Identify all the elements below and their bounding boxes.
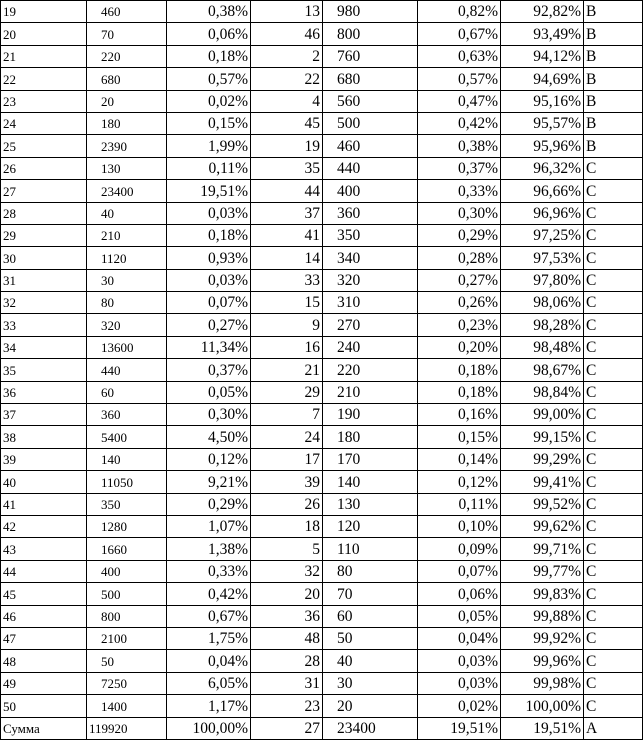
row-number-cell: 48 [1,650,87,672]
abc-group-cell: B [584,45,643,67]
sorted-share-cell: 0,30% [418,202,501,224]
abc-group-cell: C [584,202,643,224]
sorted-share-cell: 0,47% [418,90,501,112]
sorted-value-cell: 460 [323,135,418,157]
sorted-value-cell: 560 [323,90,418,112]
rank-cell: 46 [251,23,323,45]
sorted-share-cell: 0,57% [418,68,501,90]
table-row [1,471,643,493]
sorted-value-cell: 680 [323,68,418,90]
abc-group-cell: B [584,68,643,90]
table-row [1,359,643,381]
sorted-value-cell: 980 [323,1,418,23]
abc-group-cell: B [584,23,643,45]
cumulative-share-cell: 97,25% [501,224,584,246]
rank-cell: 31 [251,672,323,694]
table-row [1,515,643,537]
sorted-value-cell: 350 [323,224,418,246]
sorted-value-cell: 220 [323,359,418,381]
sorted-value-cell: 110 [323,538,418,560]
value-cell: 30 [87,269,167,291]
rank-cell: 18 [251,515,323,537]
row-number-cell: 42 [1,515,87,537]
share-percent-cell: 1,75% [167,627,251,649]
abc-group-cell: C [584,247,643,269]
sorted-value-cell: 190 [323,404,418,426]
sorted-share-cell: 0,27% [418,269,501,291]
abc-group-cell: C [584,695,643,717]
value-cell: 13600 [87,336,167,358]
row-number-cell: 43 [1,538,87,560]
abc-group-cell: C [584,381,643,403]
row-number-cell: 38 [1,426,87,448]
row-number-cell: 27 [1,180,87,202]
value-cell: 20 [87,90,167,112]
rank-cell: 33 [251,269,323,291]
sorted-share-cell: 0,15% [418,426,501,448]
sorted-value-cell: 210 [323,381,418,403]
cumulative-share-cell: 95,96% [501,135,584,157]
share-percent-cell: 4,50% [167,426,251,448]
row-number-cell: 25 [1,135,87,157]
abc-group-cell: C [584,404,643,426]
rank-cell: 4 [251,90,323,112]
cumulative-share-cell: 95,16% [501,90,584,112]
row-number-cell: 49 [1,672,87,694]
rank-cell: 27 [251,717,323,739]
table-row [1,493,643,515]
rank-cell: 13 [251,1,323,23]
cumulative-share-cell: 99,98% [501,672,584,694]
sorted-share-cell: 0,23% [418,314,501,336]
row-number-cell: 32 [1,292,87,314]
row-number-cell: Сумма [1,717,87,739]
cumulative-share-cell: 98,06% [501,292,584,314]
value-cell: 2390 [87,135,167,157]
abc-group-cell: C [584,627,643,649]
row-number-cell: 19 [1,1,87,23]
sorted-value-cell: 400 [323,180,418,202]
sorted-share-cell: 0,67% [418,23,501,45]
table-row [1,157,643,179]
share-percent-cell: 0,29% [167,493,251,515]
table-row [1,672,643,694]
share-percent-cell: 0,57% [167,68,251,90]
sorted-share-cell: 0,33% [418,180,501,202]
share-percent-cell: 9,21% [167,471,251,493]
table-row [1,314,643,336]
table-row [1,583,643,605]
sorted-share-cell: 0,18% [418,381,501,403]
share-percent-cell: 0,11% [167,157,251,179]
value-cell: 23400 [87,180,167,202]
abc-group-cell: C [584,180,643,202]
table-row [1,269,643,291]
cumulative-share-cell: 99,88% [501,605,584,627]
rank-cell: 35 [251,157,323,179]
share-percent-cell: 100,00% [167,717,251,739]
row-number-cell: 33 [1,314,87,336]
cumulative-share-cell: 97,80% [501,269,584,291]
table-row [1,448,643,470]
abc-group-cell: C [584,583,643,605]
cumulative-share-cell: 96,96% [501,202,584,224]
row-number-cell: 34 [1,336,87,358]
value-cell: 460 [87,1,167,23]
sorted-share-cell: 0,16% [418,404,501,426]
rank-cell: 22 [251,68,323,90]
abc-group-cell: B [584,112,643,134]
cumulative-share-cell: 98,67% [501,359,584,381]
value-cell: 50 [87,650,167,672]
share-percent-cell: 0,06% [167,23,251,45]
share-percent-cell: 6,05% [167,672,251,694]
row-number-cell: 41 [1,493,87,515]
sorted-value-cell: 130 [323,493,418,515]
row-number-cell: 47 [1,627,87,649]
value-cell: 440 [87,359,167,381]
table-row [1,538,643,560]
cumulative-share-cell: 92,82% [501,1,584,23]
rank-cell: 15 [251,292,323,314]
cumulative-share-cell: 99,71% [501,538,584,560]
abc-group-cell: C [584,359,643,381]
table-row [1,605,643,627]
value-cell: 60 [87,381,167,403]
abc-group-cell: C [584,448,643,470]
row-number-cell: 36 [1,381,87,403]
value-cell: 180 [87,112,167,134]
sorted-share-cell: 0,10% [418,515,501,537]
sorted-share-cell: 0,05% [418,605,501,627]
table-row [1,560,643,582]
abc-group-cell: A [584,717,643,739]
sorted-value-cell: 20 [323,695,418,717]
table-row [1,426,643,448]
table-row [1,180,643,202]
share-percent-cell: 0,27% [167,314,251,336]
rank-cell: 26 [251,493,323,515]
value-cell: 130 [87,157,167,179]
sorted-value-cell: 120 [323,515,418,537]
table-row [1,23,643,45]
rank-cell: 39 [251,471,323,493]
table-row [1,381,643,403]
value-cell: 5400 [87,426,167,448]
value-cell: 400 [87,560,167,582]
table-row [1,135,643,157]
table-row [1,650,643,672]
sorted-value-cell: 760 [323,45,418,67]
rank-cell: 7 [251,404,323,426]
row-number-cell: 35 [1,359,87,381]
row-number-cell: 20 [1,23,87,45]
rank-cell: 21 [251,359,323,381]
table-row [1,247,643,269]
value-cell: 80 [87,292,167,314]
row-number-cell: 26 [1,157,87,179]
share-percent-cell: 0,04% [167,650,251,672]
value-cell: 800 [87,605,167,627]
cumulative-share-cell: 96,32% [501,157,584,179]
rank-cell: 32 [251,560,323,582]
row-number-cell: 46 [1,605,87,627]
cumulative-share-cell: 99,52% [501,493,584,515]
share-percent-cell: 1,17% [167,695,251,717]
abc-group-cell: C [584,560,643,582]
abc-group-cell: B [584,1,643,23]
value-cell: 2100 [87,627,167,649]
share-percent-cell: 0,67% [167,605,251,627]
sorted-value-cell: 310 [323,292,418,314]
share-percent-cell: 0,18% [167,224,251,246]
row-number-cell: 24 [1,112,87,134]
row-number-cell: 30 [1,247,87,269]
share-percent-cell: 0,12% [167,448,251,470]
cumulative-share-cell: 99,77% [501,560,584,582]
abc-group-cell: C [584,336,643,358]
share-percent-cell: 0,30% [167,404,251,426]
cumulative-share-cell: 98,84% [501,381,584,403]
share-percent-cell: 0,05% [167,381,251,403]
cumulative-share-cell: 99,41% [501,471,584,493]
cumulative-share-cell: 99,15% [501,426,584,448]
cumulative-share-cell: 19,51% [501,717,584,739]
sorted-value-cell: 270 [323,314,418,336]
abc-group-cell: B [584,90,643,112]
rank-cell: 2 [251,45,323,67]
sorted-share-cell: 0,37% [418,157,501,179]
cumulative-share-cell: 94,69% [501,68,584,90]
rank-cell: 9 [251,314,323,336]
cumulative-share-cell: 99,62% [501,515,584,537]
rank-cell: 19 [251,135,323,157]
rank-cell: 16 [251,336,323,358]
rank-cell: 44 [251,180,323,202]
cumulative-share-cell: 99,29% [501,448,584,470]
value-cell: 1280 [87,515,167,537]
row-number-cell: 21 [1,45,87,67]
share-percent-cell: 0,37% [167,359,251,381]
share-percent-cell: 0,02% [167,90,251,112]
sorted-share-cell: 0,03% [418,650,501,672]
sorted-share-cell: 0,12% [418,471,501,493]
value-cell: 40 [87,202,167,224]
cumulative-share-cell: 99,92% [501,627,584,649]
abc-group-cell: C [584,515,643,537]
sorted-share-cell: 0,06% [418,583,501,605]
sorted-value-cell: 23400 [323,717,418,739]
abc-group-cell: C [584,471,643,493]
share-percent-cell: 0,42% [167,583,251,605]
value-cell: 680 [87,68,167,90]
cumulative-share-cell: 93,49% [501,23,584,45]
cumulative-share-cell: 99,83% [501,583,584,605]
row-number-cell: 22 [1,68,87,90]
sorted-share-cell: 0,38% [418,135,501,157]
sorted-share-cell: 0,11% [418,493,501,515]
row-number-cell: 23 [1,90,87,112]
sorted-value-cell: 340 [323,247,418,269]
row-number-cell: 39 [1,448,87,470]
value-cell: 210 [87,224,167,246]
sorted-value-cell: 140 [323,471,418,493]
sorted-value-cell: 80 [323,560,418,582]
table-row [1,68,643,90]
table-row [1,202,643,224]
row-number-cell: 37 [1,404,87,426]
sorted-value-cell: 240 [323,336,418,358]
rank-cell: 17 [251,448,323,470]
table-row [1,1,643,23]
table-row [1,112,643,134]
table-row [1,224,643,246]
value-cell: 70 [87,23,167,45]
sorted-share-cell: 0,28% [418,247,501,269]
share-percent-cell: 0,03% [167,202,251,224]
table-row [1,627,643,649]
sorted-value-cell: 800 [323,23,418,45]
share-percent-cell: 0,15% [167,112,251,134]
cumulative-share-cell: 99,00% [501,404,584,426]
cumulative-share-cell: 95,57% [501,112,584,134]
share-percent-cell: 0,03% [167,269,251,291]
rank-cell: 41 [251,224,323,246]
table-body [1,1,643,740]
table-row [1,292,643,314]
rank-cell: 23 [251,695,323,717]
abc-group-cell: C [584,605,643,627]
abc-group-cell: C [584,292,643,314]
sorted-share-cell: 0,04% [418,627,501,649]
sorted-value-cell: 500 [323,112,418,134]
cumulative-share-cell: 98,48% [501,336,584,358]
sorted-value-cell: 360 [323,202,418,224]
share-percent-cell: 0,33% [167,560,251,582]
value-cell: 360 [87,404,167,426]
abc-group-cell: C [584,672,643,694]
row-number-cell: 28 [1,202,87,224]
table-row [1,336,643,358]
share-percent-cell: 1,07% [167,515,251,537]
cumulative-share-cell: 100,00% [501,695,584,717]
row-number-cell: 50 [1,695,87,717]
abc-group-cell: C [584,650,643,672]
abc-group-cell: B [584,135,643,157]
cumulative-share-cell: 99,96% [501,650,584,672]
sorted-value-cell: 440 [323,157,418,179]
share-percent-cell: 0,93% [167,247,251,269]
table-row [1,45,643,67]
abc-group-cell: C [584,426,643,448]
cumulative-share-cell: 97,53% [501,247,584,269]
rank-cell: 28 [251,650,323,672]
rank-cell: 20 [251,583,323,605]
row-number-cell: 45 [1,583,87,605]
sorted-share-cell: 0,03% [418,672,501,694]
table-row [1,90,643,112]
value-cell: 1120 [87,247,167,269]
rank-cell: 45 [251,112,323,134]
sorted-share-cell: 0,63% [418,45,501,67]
cumulative-share-cell: 94,12% [501,45,584,67]
value-cell: 119920 [87,717,167,739]
sorted-share-cell: 19,51% [418,717,501,739]
rank-cell: 48 [251,627,323,649]
sorted-value-cell: 180 [323,426,418,448]
rank-cell: 14 [251,247,323,269]
value-cell: 350 [87,493,167,515]
table-row [1,695,643,717]
value-cell: 7250 [87,672,167,694]
value-cell: 11050 [87,471,167,493]
sorted-value-cell: 40 [323,650,418,672]
cumulative-share-cell: 96,66% [501,180,584,202]
value-cell: 320 [87,314,167,336]
value-cell: 220 [87,45,167,67]
cumulative-share-cell: 98,28% [501,314,584,336]
sorted-share-cell: 0,14% [418,448,501,470]
abc-group-cell: C [584,157,643,179]
row-number-cell: 31 [1,269,87,291]
sorted-value-cell: 170 [323,448,418,470]
value-cell: 500 [87,583,167,605]
value-cell: 1400 [87,695,167,717]
share-percent-cell: 1,99% [167,135,251,157]
value-cell: 140 [87,448,167,470]
sorted-share-cell: 0,29% [418,224,501,246]
sorted-share-cell: 0,82% [418,1,501,23]
summary-row [1,717,643,739]
rank-cell: 5 [251,538,323,560]
abc-group-cell: C [584,269,643,291]
sorted-value-cell: 50 [323,627,418,649]
share-percent-cell: 0,38% [167,1,251,23]
sorted-share-cell: 0,07% [418,560,501,582]
sorted-value-cell: 30 [323,672,418,694]
rank-cell: 24 [251,426,323,448]
share-percent-cell: 0,18% [167,45,251,67]
share-percent-cell: 1,38% [167,538,251,560]
rank-cell: 29 [251,381,323,403]
abc-group-cell: C [584,493,643,515]
sorted-value-cell: 320 [323,269,418,291]
row-number-cell: 29 [1,224,87,246]
sorted-value-cell: 60 [323,605,418,627]
share-percent-cell: 0,07% [167,292,251,314]
sorted-share-cell: 0,20% [418,336,501,358]
value-cell: 1660 [87,538,167,560]
sorted-share-cell: 0,26% [418,292,501,314]
sorted-share-cell: 0,42% [418,112,501,134]
abc-group-cell: C [584,538,643,560]
sorted-share-cell: 0,09% [418,538,501,560]
rank-cell: 37 [251,202,323,224]
rank-cell: 36 [251,605,323,627]
table-row [1,404,643,426]
abc-group-cell: C [584,314,643,336]
share-percent-cell: 19,51% [167,180,251,202]
share-percent-cell: 11,34% [167,336,251,358]
sorted-share-cell: 0,02% [418,695,501,717]
row-number-cell: 44 [1,560,87,582]
sorted-share-cell: 0,18% [418,359,501,381]
row-number-cell: 40 [1,471,87,493]
sorted-value-cell: 70 [323,583,418,605]
abc-group-cell: C [584,224,643,246]
